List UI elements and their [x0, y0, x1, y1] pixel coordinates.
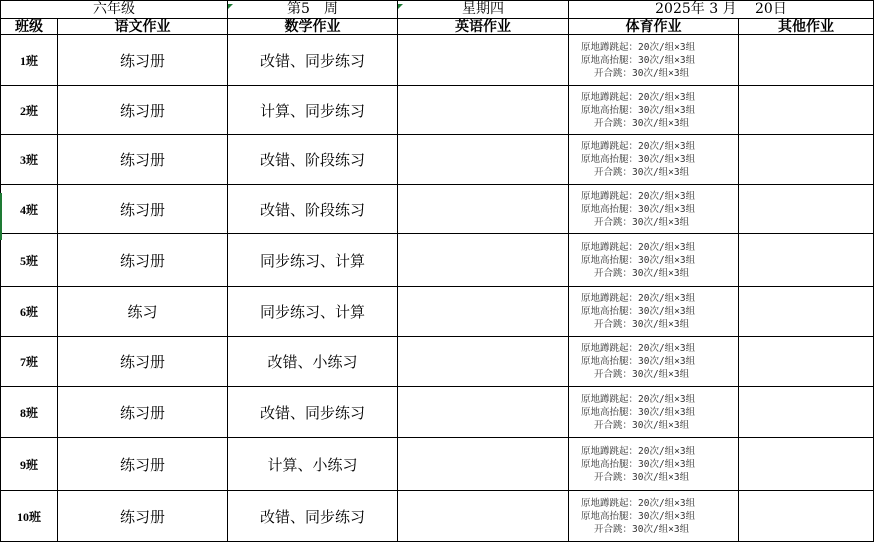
- title-row: [1, 1, 874, 19]
- class-cell[interactable]: 7班: [1, 337, 58, 387]
- math-homework-cell[interactable]: 计算、小练习: [228, 438, 398, 491]
- english-homework-cell[interactable]: [398, 234, 569, 287]
- pe-exercise-line: 开合跳：30次/组×3组: [594, 67, 690, 79]
- pe-exercise-line: 开合跳：30次/组×3组: [594, 471, 690, 483]
- pe-exercise-line: 开合跳：30次/组×3组: [594, 267, 690, 279]
- chinese-homework-cell[interactable]: 练习册: [58, 491, 228, 542]
- week-cell[interactable]: 第5 周: [228, 1, 398, 19]
- english-homework-cell[interactable]: [398, 35, 569, 86]
- pe-exercise-line: 原地蹲跳起：20次/组×3组: [581, 445, 696, 457]
- pe-exercise-line: 原地高抬腿：30次/组×3组: [581, 458, 696, 470]
- pe-exercise-line: 原地高抬腿：30次/组×3组: [581, 510, 696, 522]
- cell-comment-marker: [398, 4, 403, 9]
- pe-exercise-line: 原地高抬腿：30次/组×3组: [581, 104, 696, 116]
- pe-exercise-line: 原地蹲跳起：20次/组×3组: [581, 393, 696, 405]
- table-row: [1, 35, 874, 86]
- english-homework-cell[interactable]: [398, 337, 569, 387]
- class-cell[interactable]: 5班: [1, 234, 58, 287]
- table-row: [1, 135, 874, 185]
- pe-exercise-line: 原地高抬腿：30次/组×3组: [581, 54, 696, 66]
- chinese-homework-cell[interactable]: 练习册: [58, 135, 228, 185]
- pe-exercise-line: 原地蹲跳起：20次/组×3组: [581, 190, 696, 202]
- english-homework-cell[interactable]: [398, 86, 569, 135]
- math-homework-cell[interactable]: 改错、同步练习: [228, 491, 398, 542]
- pe-exercise-line: 原地蹲跳起：20次/组×3组: [581, 241, 696, 253]
- class-cell[interactable]: 1班: [1, 35, 58, 86]
- class-cell[interactable]: 9班: [1, 438, 58, 491]
- other-homework-cell[interactable]: [739, 86, 874, 135]
- english-homework-cell[interactable]: [398, 438, 569, 491]
- other-homework-cell[interactable]: [739, 35, 874, 86]
- pe-homework-cell[interactable]: [569, 287, 739, 337]
- class-cell[interactable]: 4班: [1, 185, 58, 234]
- pe-homework-cell[interactable]: [569, 387, 739, 438]
- weekday-cell[interactable]: 星期四: [398, 1, 569, 19]
- english-homework-cell[interactable]: [398, 135, 569, 185]
- column-header-row: [1, 19, 874, 35]
- table-row: [1, 438, 874, 491]
- english-homework-cell[interactable]: [398, 491, 569, 542]
- math-homework-cell[interactable]: 改错、同步练习: [228, 387, 398, 438]
- pe-exercise-line: 原地高抬腿：30次/组×3组: [581, 203, 696, 215]
- pe-exercise-line: 原地高抬腿：30次/组×3组: [581, 306, 696, 317]
- pe-exercise-line: 原地蹲跳起：20次/组×3组: [581, 91, 696, 103]
- table-body: [1, 35, 874, 542]
- english-homework-cell[interactable]: [398, 387, 569, 438]
- other-homework-cell[interactable]: [739, 337, 874, 387]
- chinese-homework-cell[interactable]: 练习: [58, 287, 228, 337]
- pe-exercise-line: 开合跳：30次/组×3组: [594, 419, 690, 431]
- class-cell[interactable]: 8班: [1, 387, 58, 438]
- chinese-homework-cell[interactable]: 练习册: [58, 387, 228, 438]
- pe-exercise-line: 开合跳：30次/组×3组: [594, 523, 690, 535]
- grade-cell[interactable]: 六年级: [1, 1, 228, 19]
- english-homework-cell[interactable]: [398, 287, 569, 337]
- other-homework-cell[interactable]: [739, 135, 874, 185]
- table-row: [1, 287, 874, 337]
- chinese-homework-cell[interactable]: 练习册: [58, 35, 228, 86]
- pe-exercise-line: 开合跳：30次/组×3组: [594, 216, 690, 228]
- class-cell[interactable]: 2班: [1, 86, 58, 135]
- table-row: [1, 86, 874, 135]
- chinese-homework-cell[interactable]: 练习册: [58, 185, 228, 234]
- col-header-math[interactable]: 数学作业: [228, 19, 398, 35]
- math-homework-cell[interactable]: 改错、阶段练习: [228, 135, 398, 185]
- pe-exercise-line: 开合跳：30次/组×3组: [594, 319, 690, 330]
- math-homework-cell[interactable]: 改错、阶段练习: [228, 185, 398, 234]
- other-homework-cell[interactable]: [739, 287, 874, 337]
- table-row: [1, 185, 874, 234]
- table-row: [1, 337, 874, 387]
- pe-exercise-line: 开合跳：30次/组×3组: [594, 117, 690, 129]
- math-homework-cell[interactable]: 同步练习、计算: [228, 287, 398, 337]
- pe-exercise-line: 原地高抬腿：30次/组×3组: [581, 154, 696, 165]
- other-homework-cell[interactable]: [739, 387, 874, 438]
- pe-exercise-line: 原地高抬腿：30次/组×3组: [581, 254, 696, 266]
- pe-homework-cell[interactable]: [569, 135, 739, 185]
- col-header-other[interactable]: 其他作业: [739, 19, 874, 35]
- math-homework-cell[interactable]: 计算、同步练习: [228, 86, 398, 135]
- pe-exercise-line: 开合跳：30次/组×3组: [594, 167, 690, 178]
- pe-exercise-line: 原地高抬腿：30次/组×3组: [581, 406, 696, 418]
- other-homework-cell[interactable]: [739, 185, 874, 234]
- chinese-homework-cell[interactable]: 练习册: [58, 86, 228, 135]
- cell-comment-marker: [228, 4, 233, 9]
- pe-exercise-line: 原地高抬腿：30次/组×3组: [581, 356, 696, 367]
- pe-exercise-line: 开合跳：30次/组×3组: [594, 369, 690, 380]
- date-cell[interactable]: 2025年 3 月 20日: [569, 1, 874, 19]
- col-header-chinese[interactable]: 语文作业: [58, 19, 228, 35]
- math-homework-cell[interactable]: 同步练习、计算: [228, 234, 398, 287]
- pe-homework-cell[interactable]: [569, 86, 739, 135]
- pe-homework-cell[interactable]: [569, 491, 739, 542]
- table-row: [1, 387, 874, 438]
- math-homework-cell[interactable]: 改错、小练习: [228, 337, 398, 387]
- math-homework-cell[interactable]: 改错、同步练习: [228, 35, 398, 86]
- other-homework-cell[interactable]: [739, 491, 874, 542]
- pe-exercise-line: 原地蹲跳起：20次/组×3组: [581, 343, 696, 354]
- english-homework-cell[interactable]: [398, 185, 569, 234]
- pe-homework-cell[interactable]: [569, 337, 739, 387]
- class-cell[interactable]: 6班: [1, 287, 58, 337]
- pe-homework-cell[interactable]: [569, 234, 739, 287]
- other-homework-cell[interactable]: [739, 234, 874, 287]
- class-cell[interactable]: 10班: [1, 491, 58, 542]
- pe-exercise-line: 原地蹲跳起：20次/组×3组: [581, 293, 696, 304]
- chinese-homework-cell[interactable]: 练习册: [58, 438, 228, 491]
- pe-homework-cell[interactable]: [569, 185, 739, 234]
- class-cell[interactable]: 3班: [1, 135, 58, 185]
- table-row: [1, 234, 874, 287]
- pe-homework-cell[interactable]: [569, 438, 739, 491]
- pe-exercise-line: 原地蹲跳起：20次/组×3组: [581, 497, 696, 509]
- chinese-homework-cell[interactable]: 练习册: [58, 234, 228, 287]
- col-header-pe[interactable]: 体育作业: [569, 19, 739, 35]
- col-header-english[interactable]: 英语作业: [398, 19, 569, 35]
- pe-homework-cell[interactable]: [569, 35, 739, 86]
- col-header-class[interactable]: 班级: [1, 19, 58, 35]
- pe-exercise-line: 原地蹲跳起：20次/组×3组: [581, 41, 696, 53]
- active-cell-indicator: [0, 193, 2, 240]
- pe-exercise-line: 原地蹲跳起：20次/组×3组: [581, 141, 696, 152]
- chinese-homework-cell[interactable]: 练习册: [58, 337, 228, 387]
- other-homework-cell[interactable]: [739, 438, 874, 491]
- table-row: [1, 491, 874, 542]
